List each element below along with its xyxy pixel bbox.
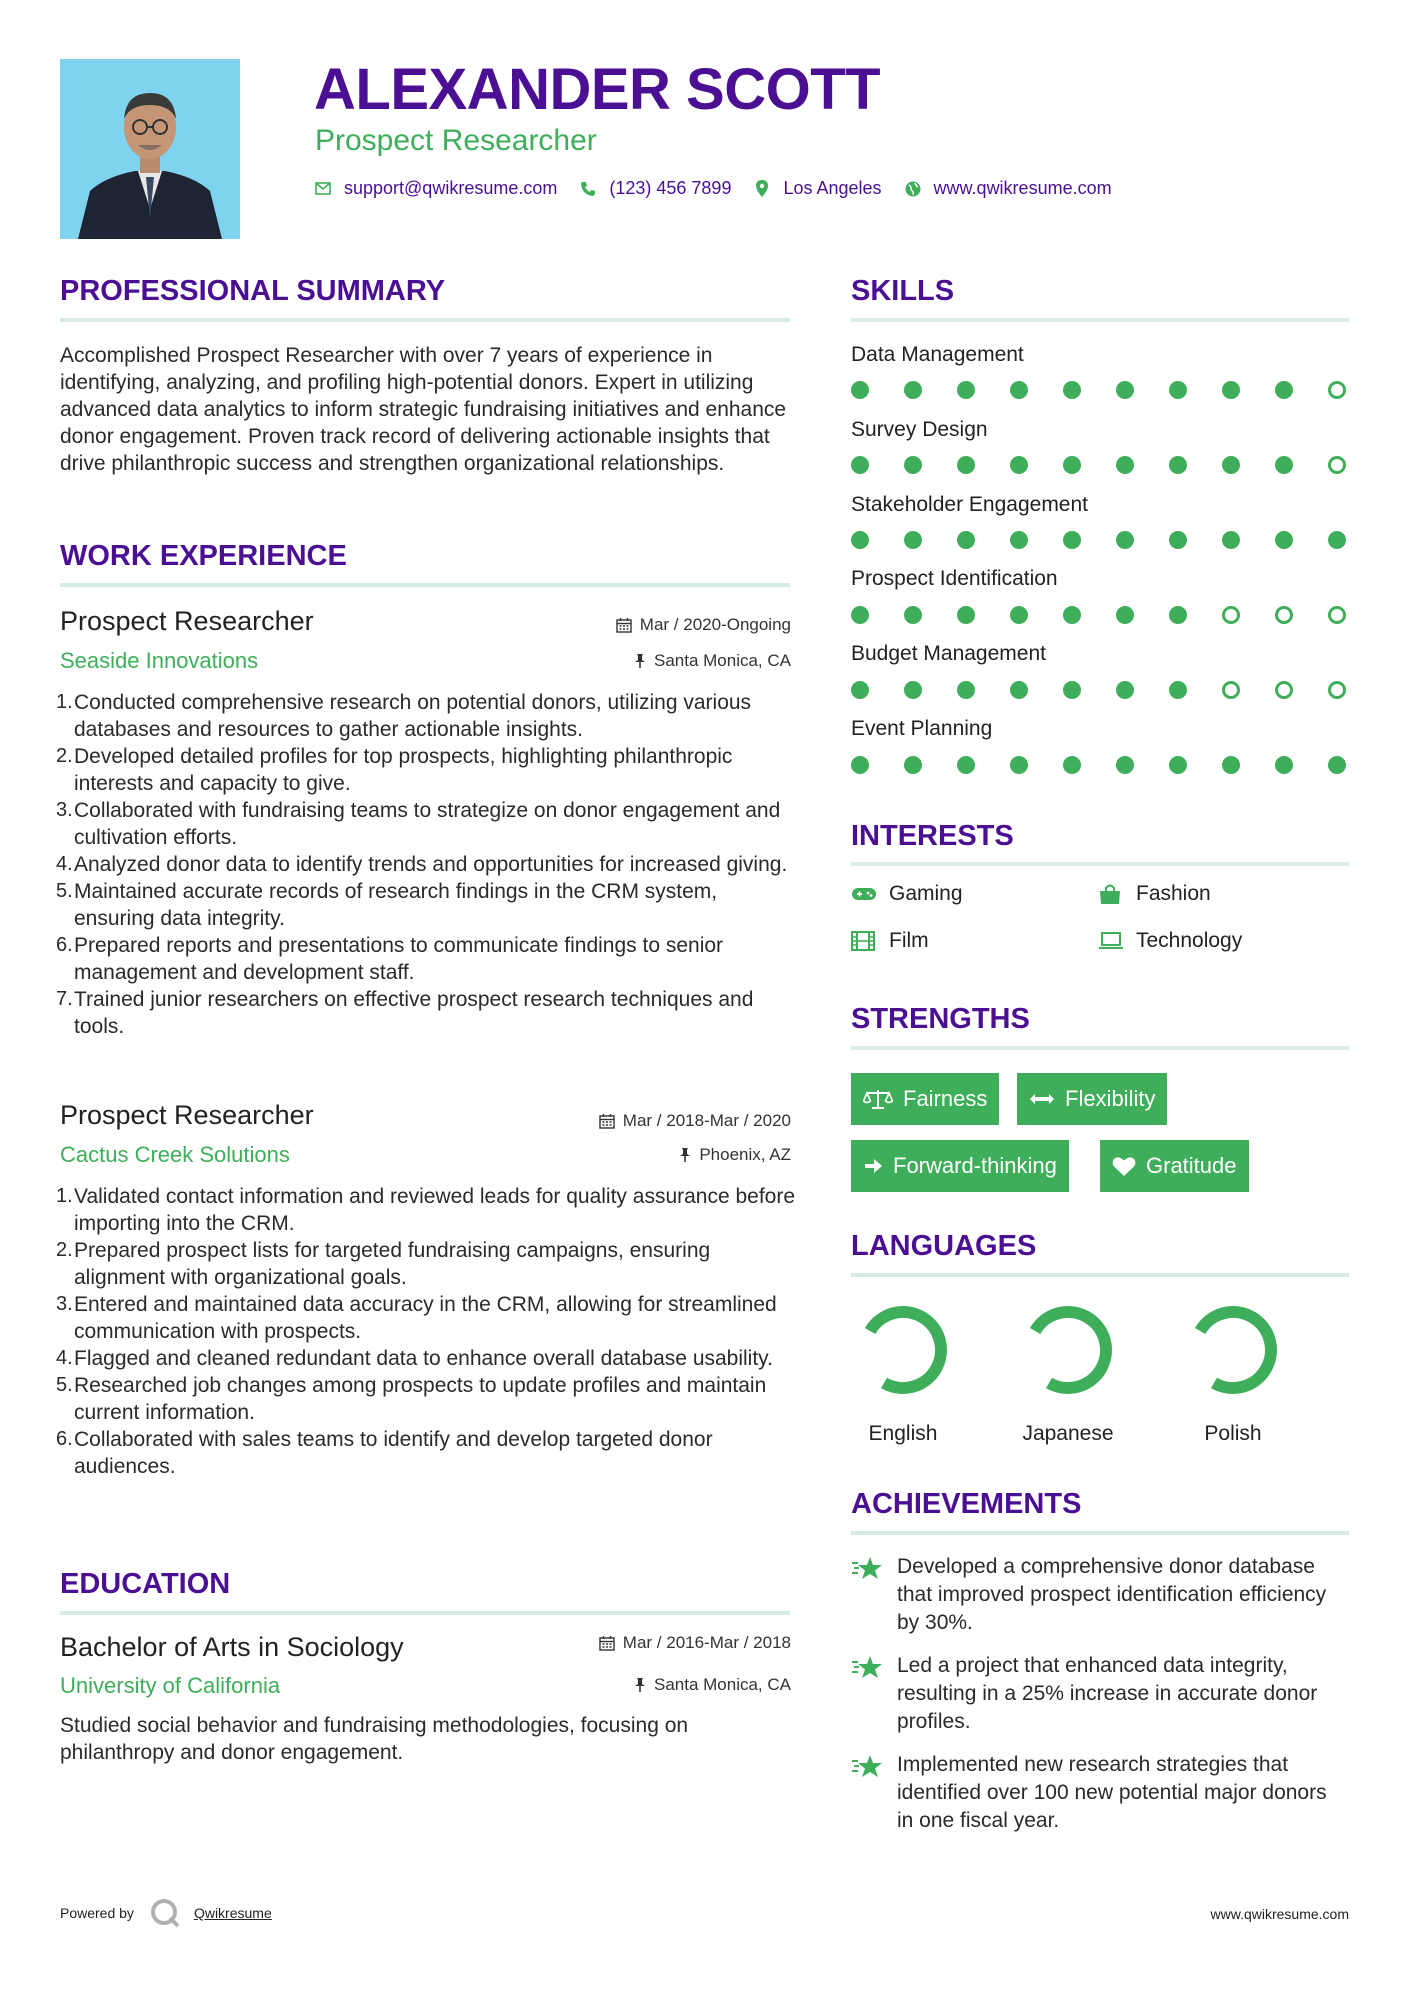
- rating-dot-filled: [957, 456, 975, 474]
- rating-dot-filled: [1169, 681, 1187, 699]
- gamepad-icon: [851, 883, 877, 905]
- experience-heading: WORK EXPERIENCE: [60, 540, 347, 572]
- rating-dot-filled: [1116, 531, 1134, 549]
- contact-email[interactable]: [314, 178, 557, 199]
- interest-label: Gaming: [889, 882, 963, 905]
- list-item: 3. Collaborated with fundraising teams to strategize on donor engagement and cultivation efforts.: [56, 799, 781, 849]
- rating-dot-filled: [1275, 756, 1293, 774]
- rating-dot-empty: [1328, 381, 1346, 399]
- strength-label: Flexibility: [1065, 1086, 1156, 1111]
- skill-name: Data Management: [851, 343, 1024, 366]
- list-item: 1. Conducted comprehensive research on potential donors, utilizing various databases and resources to gather actionable insights.: [56, 691, 752, 741]
- rating-dot-filled: [1169, 381, 1187, 399]
- rating-dot-filled: [1275, 531, 1293, 549]
- laptop-icon: [1098, 930, 1124, 952]
- rating-dot-filled: [1063, 531, 1081, 549]
- rating-dot-filled: [904, 456, 922, 474]
- rating-dot-filled: [1116, 606, 1134, 624]
- interest-label: Technology: [1136, 929, 1243, 952]
- strength-label: Fairness: [903, 1086, 988, 1111]
- arrow-right-icon: [863, 1156, 883, 1176]
- summary-heading: PROFESSIONAL SUMMARY: [60, 275, 446, 307]
- rating-dot-empty: [1328, 456, 1346, 474]
- education-dates-text: Mar / 2016-Mar / 2018: [622, 1633, 791, 1652]
- skills-divider: [851, 318, 1349, 322]
- education-divider: [60, 1611, 790, 1615]
- location-text: Los Angeles: [783, 178, 882, 198]
- interest-label: Film: [889, 929, 929, 952]
- rating-dot-filled: [1010, 456, 1028, 474]
- job-location: [679, 1145, 791, 1165]
- skill-name: Survey Design: [851, 418, 988, 441]
- job-dates-text: Mar / 2020-Ongoing: [639, 615, 791, 634]
- achievements-divider: [851, 1531, 1349, 1535]
- rating-dot-filled: [1222, 756, 1240, 774]
- language-proficiency-ring: [853, 1300, 953, 1400]
- job-dates: [599, 1111, 791, 1131]
- strengths-divider: [851, 1046, 1349, 1050]
- list-item: 5. Researched job changes among prospects to update profiles and maintain current information.: [56, 1374, 767, 1424]
- rating-dot-filled: [1116, 381, 1134, 399]
- job-location: [634, 651, 791, 671]
- language-name: English: [868, 1422, 938, 1445]
- rating-dot-filled: [1010, 606, 1028, 624]
- balance-scale-icon: [863, 1088, 893, 1110]
- rating-dot-filled: [1275, 381, 1293, 399]
- rating-dot-filled: [957, 756, 975, 774]
- rating-dot-empty: [1275, 606, 1293, 624]
- job-title: Prospect Researcher: [60, 606, 314, 636]
- list-item: 4. Analyzed donor data to identify trends and opportunities for increased giving.: [56, 853, 788, 876]
- contact-website[interactable]: [904, 178, 1112, 199]
- rating-dot-filled: [904, 756, 922, 774]
- list-item: 2. Developed detailed profiles for top prospects, highlighting philanthropic interests and capacity to give.: [56, 745, 733, 795]
- rating-dot-filled: [1169, 456, 1187, 474]
- candidate-name: ALEXANDER SCOTT: [314, 57, 881, 122]
- pushpin-icon: [634, 1677, 646, 1693]
- interest-label: Fashion: [1136, 882, 1211, 905]
- interest-item: [1098, 882, 1211, 906]
- job-title: Prospect Researcher: [60, 1100, 314, 1130]
- rating-dot-filled: [957, 381, 975, 399]
- rating-dot-empty: [1222, 681, 1240, 699]
- education-location-text: Santa Monica, CA: [653, 1675, 791, 1694]
- film-icon: [851, 930, 877, 952]
- rating-dot-filled: [1010, 381, 1028, 399]
- strength-badge: [851, 1073, 999, 1125]
- company-name: Cactus Creek Solutions: [60, 1142, 290, 1167]
- languages-divider: [851, 1273, 1349, 1277]
- rating-dot-filled: [1116, 681, 1134, 699]
- summary-text: Accomplished Prospect Researcher with over 7 years of experience in identifying, analyzing, and profiling high-potential donors. Expert in utilizing advanced data analytics to inform strategic fundraising initiatives and enhance donor engagement. Proven track record of delivering actionable insights that drive philanthropic success and strengthen organizational relationships.: [60, 344, 787, 475]
- interest-item: [1098, 929, 1242, 953]
- footer-powered-by: [60, 1898, 272, 1928]
- website-text: www.qwikresume.com: [933, 178, 1112, 198]
- rating-dot-filled: [1010, 681, 1028, 699]
- education-location: [634, 1675, 791, 1695]
- rating-dot-filled: [1169, 606, 1187, 624]
- job-bullet-list: [56, 1183, 796, 1480]
- rating-dot-filled: [1222, 531, 1240, 549]
- school-name: University of California: [60, 1673, 281, 1698]
- shopping-bag-icon: [1098, 883, 1124, 905]
- rating-dot-filled: [851, 681, 869, 699]
- star-award-icon: [851, 1751, 885, 1835]
- rating-dot-filled: [957, 681, 975, 699]
- calendar-icon: [599, 1113, 615, 1129]
- pushpin-icon: [634, 653, 646, 669]
- skill-rating: [851, 756, 1346, 774]
- skill-name: Budget Management: [851, 642, 1046, 665]
- rating-dot-filled: [1063, 606, 1081, 624]
- rating-dot-empty: [1222, 606, 1240, 624]
- achievement-text: Implemented new research strategies that identified over 100 new potential major donors in one fiscal year.: [897, 1753, 1327, 1832]
- qwikresume-logo-icon: [150, 1898, 180, 1928]
- list-item: 4. Flagged and cleaned redundant data to enhance overall database usability.: [56, 1347, 773, 1370]
- strength-badge: [1100, 1140, 1249, 1192]
- skill-rating: [851, 381, 1346, 399]
- interest-item: [851, 882, 963, 906]
- list-item: 7. Trained junior researchers on effective prospect research techniques and tools.: [56, 988, 754, 1038]
- skill-rating: [851, 606, 1346, 624]
- pushpin-icon: [679, 1147, 691, 1163]
- achievement-item: [851, 1553, 1337, 1637]
- summary-divider: [60, 318, 790, 322]
- rating-dot-filled: [957, 606, 975, 624]
- rating-dot-empty: [1275, 681, 1293, 699]
- language-item: [843, 1300, 963, 1446]
- list-item: 1. Validated contact information and reviewed leads for quality assurance before importing into the CRM.: [56, 1185, 796, 1235]
- rating-dot-filled: [851, 531, 869, 549]
- rating-dot-filled: [851, 756, 869, 774]
- rating-dot-filled: [1222, 456, 1240, 474]
- language-item: [1173, 1300, 1293, 1446]
- rating-dot-filled: [1063, 681, 1081, 699]
- rating-dot-filled: [1116, 756, 1134, 774]
- list-item: 6. Prepared reports and presentations to communicate findings to senior management and development staff.: [56, 934, 724, 984]
- rating-dot-filled: [1275, 456, 1293, 474]
- calendar-icon: [599, 1635, 615, 1651]
- rating-dot-filled: [1169, 531, 1187, 549]
- rating-dot-filled: [1063, 456, 1081, 474]
- contact-phone[interactable]: [579, 178, 731, 199]
- job-dates-text: Mar / 2018-Mar / 2020: [622, 1111, 791, 1130]
- education-description: Studied social behavior and fundraising methodologies, focusing on philanthropy and donor engagement.: [60, 1714, 689, 1764]
- languages-heading: LANGUAGES: [851, 1230, 1037, 1262]
- education-heading: EDUCATION: [60, 1568, 231, 1600]
- rating-dot-empty: [1328, 681, 1346, 699]
- interests-heading: INTERESTS: [851, 820, 1014, 852]
- achievement-item: [851, 1652, 1337, 1736]
- skill-rating: [851, 456, 1346, 474]
- email-text: support@qwikresume.com: [344, 178, 558, 198]
- rating-dot-filled: [1169, 756, 1187, 774]
- globe-icon: [904, 180, 922, 198]
- calendar-icon: [616, 617, 632, 633]
- contact-bar: [314, 178, 1134, 199]
- list-item: 2. Prepared prospect lists for targeted fundraising campaigns, ensuring alignment with organizational goals.: [56, 1239, 711, 1289]
- list-item: 6. Collaborated with sales teams to identify and develop targeted donor audiences.: [56, 1428, 713, 1478]
- rating-dot-filled: [904, 681, 922, 699]
- list-item: 3. Entered and maintained data accuracy in the CRM, allowing for streamlined communication with prospects.: [56, 1293, 777, 1343]
- language-name: Polish: [1204, 1422, 1262, 1445]
- rating-dot-filled: [1063, 381, 1081, 399]
- rating-dot-filled: [904, 531, 922, 549]
- skill-name: Prospect Identification: [851, 567, 1058, 590]
- skill-name: Stakeholder Engagement: [851, 493, 1088, 516]
- job-bullet-list: [56, 689, 796, 1040]
- job-dates: [616, 615, 791, 635]
- rating-dot-empty: [1328, 606, 1346, 624]
- strength-badge: [1017, 1073, 1167, 1125]
- strength-label: Gratitude: [1146, 1153, 1237, 1178]
- rating-dot-filled: [1010, 756, 1028, 774]
- rating-dot-filled: [904, 606, 922, 624]
- degree-title: Bachelor of Arts in Sociology: [60, 1632, 404, 1662]
- list-item: 5. Maintained accurate records of research findings in the CRM system, ensuring data integrity.: [56, 880, 718, 930]
- powered-by-label: Powered by: [60, 1905, 134, 1921]
- rating-dot-filled: [851, 456, 869, 474]
- rating-dot-filled: [1010, 531, 1028, 549]
- envelope-icon: [314, 180, 332, 198]
- heart-icon: [1112, 1156, 1136, 1177]
- star-award-icon: [851, 1553, 885, 1637]
- star-award-icon: [851, 1652, 885, 1736]
- strength-badge: [851, 1140, 1069, 1192]
- company-name: Seaside Innovations: [60, 648, 259, 673]
- strengths-heading: STRENGTHS: [851, 1003, 1030, 1035]
- rating-dot-filled: [1222, 381, 1240, 399]
- profile-photo: [60, 59, 240, 239]
- map-marker-icon: [753, 180, 771, 198]
- achievement-text: Led a project that enhanced data integrity, resulting in a 25% increase in accurate donor profiles.: [897, 1654, 1318, 1733]
- skill-rating: [851, 681, 1346, 699]
- rating-dot-filled: [1328, 531, 1346, 549]
- candidate-title: Prospect Researcher: [315, 124, 597, 157]
- skill-name: Event Planning: [851, 717, 993, 740]
- education-dates: [599, 1633, 791, 1653]
- interests-divider: [851, 862, 1349, 866]
- language-name: Japanese: [1022, 1422, 1114, 1445]
- language-item: [1008, 1300, 1128, 1446]
- contact-location: [753, 178, 881, 199]
- phone-text: (123) 456 7899: [609, 178, 732, 198]
- rating-dot-filled: [1116, 456, 1134, 474]
- language-proficiency-ring: [1018, 1300, 1118, 1400]
- achievements-heading: ACHIEVEMENTS: [851, 1488, 1082, 1520]
- job-location-text: Santa Monica, CA: [653, 651, 791, 670]
- experience-divider: [60, 583, 790, 587]
- arrows-horizontal-icon: [1029, 1092, 1055, 1106]
- skill-rating: [851, 531, 1346, 549]
- rating-dot-filled: [957, 531, 975, 549]
- job-location-text: Phoenix, AZ: [699, 1145, 791, 1164]
- phone-icon: [579, 180, 597, 198]
- achievement-text: Developed a comprehensive donor database that improved prospect identification efficiency by 30%.: [897, 1555, 1327, 1634]
- rating-dot-filled: [1063, 756, 1081, 774]
- rating-dot-filled: [851, 381, 869, 399]
- rating-dot-filled: [1328, 756, 1346, 774]
- skills-heading: SKILLS: [851, 275, 955, 307]
- footer-website-link[interactable]: www.qwikresume.com: [1210, 1906, 1349, 1922]
- strength-label: Forward-thinking: [893, 1153, 1057, 1178]
- interest-item: [851, 929, 929, 953]
- rating-dot-filled: [904, 381, 922, 399]
- language-proficiency-ring: [1183, 1300, 1283, 1400]
- rating-dot-filled: [851, 606, 869, 624]
- achievement-item: [851, 1751, 1337, 1835]
- qwikresume-link[interactable]: Qwikresume: [193, 1905, 272, 1921]
